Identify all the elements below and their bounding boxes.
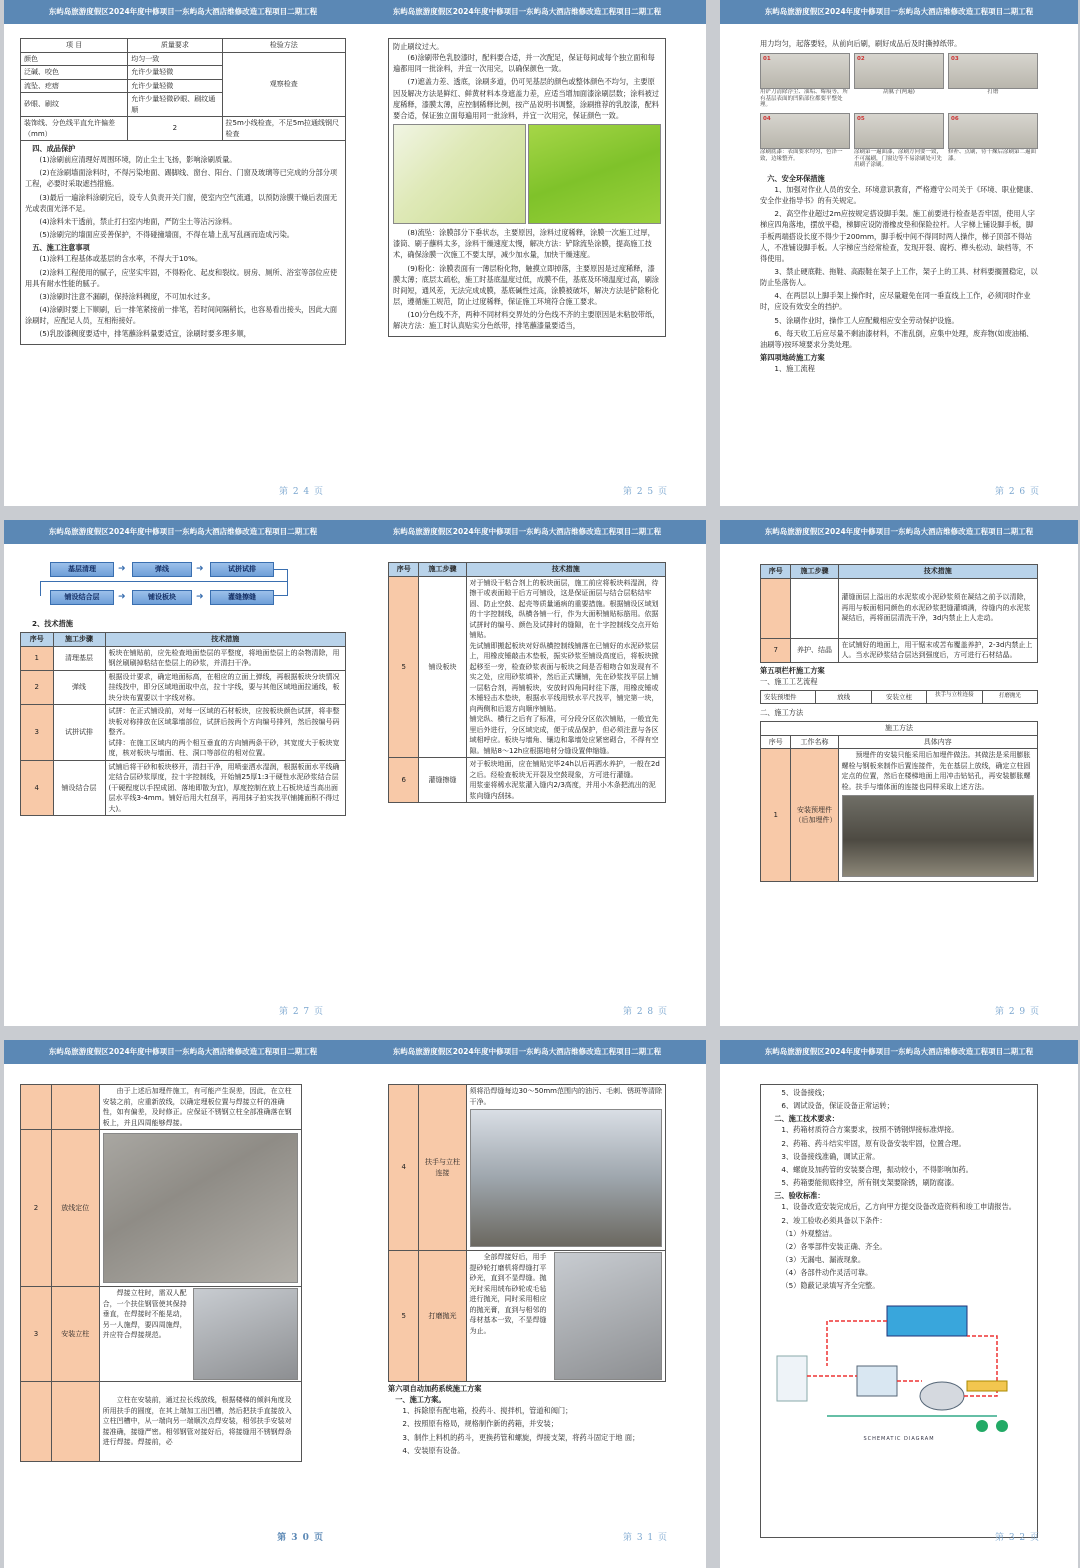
table-head: 施工方法 (761, 722, 1038, 736)
step-number: 05 (857, 115, 865, 122)
water-tank-icon (887, 1306, 967, 1336)
paragraph: (3)涂刷时注意不漏刷，保持涂料稠度，不可加水过多。 (39, 291, 215, 301)
paragraph: 1、设备改造安装完成后，乙方向甲方提交设备改造资料和竣工申请报告。 (781, 1202, 1016, 1212)
method-table (20, 1084, 302, 1462)
table-cell: 砂眼、刷纹 (21, 93, 128, 117)
quality-table (20, 38, 346, 141)
page-number: 第 2 9 页 (994, 1007, 1040, 1018)
table-cell: 弹线 (53, 670, 105, 705)
page-header: 东屿岛旅游度假区2024年度中修项目一东屿岛大酒店维修改造工程项目二期工程 (4, 0, 362, 24)
table-cell: 打磨抛光 (419, 1251, 466, 1382)
table-cell: 拉5m小线检查，不足5m拉通线钢尺检查 (222, 117, 346, 141)
section-heading: 三、验收标准： (774, 1191, 825, 1201)
page-number: 第 2 7 页 (278, 1007, 324, 1018)
paragraph: 1、药箱材质符合方案要求，按照不锈钢焊接标准焊接。 (781, 1125, 959, 1135)
table-head: 质量要求 (128, 39, 222, 53)
flow-connector (40, 581, 41, 596)
table-cell (21, 1085, 52, 1130)
page-25 (348, 0, 706, 506)
section-heading: 四、成品保护 (32, 144, 76, 153)
table-cell: 对于板块地面，应在铺贴完毕24h以后再洒水养护，一般在2d之后。经检查板块无开裂及空鼓现象，方可进行灌缝。 用浆壶将稀水泥浆灌入缝内2/3高度，并用小木条把流出的泥浆向缝内刮抹。 (466, 758, 665, 803)
paragraph: 3、禁止硬底鞋、拖鞋、高跟鞋在架子上工作，架子上的工具、材料要搁置稳定，以防止坠落伤人。 (760, 266, 1038, 288)
table-cell: 3 (21, 705, 54, 761)
section-heading: 一、施工工艺流程 (760, 676, 818, 686)
paragraph: (3)最后一遍涂料涂刷完后，设专人负责开关门窗，使室内空气流通，以预防涂膜干燥后表面无光或表面光泽不足。 (25, 192, 338, 213)
table-cell (51, 1085, 99, 1130)
tech-table (20, 632, 346, 816)
table-head: 具体内容 (838, 735, 1037, 749)
paragraph: 3、制作上料机的药斗，更换药管和螺旋，焊接支架，将药斗固定于地 面； (402, 1432, 640, 1442)
table-cell: 养护、结晶 (791, 638, 838, 662)
flow-step: 试拼试排 (210, 562, 274, 577)
table-cell: 2 (128, 117, 222, 141)
table-cell: 5 (389, 576, 419, 758)
step-caption: 用铲刀清除浮尘、油垢、霉痕等，所有基层表面的凹陷部位都要平整处理。 (760, 89, 849, 109)
page-header: 东屿岛旅游度假区2024年度中修项目一东屿岛大酒店维修改造工程项目二期工程 (720, 1040, 1078, 1064)
flow-step: 铺设板块 (132, 590, 192, 605)
step-number: 01 (763, 56, 771, 63)
table-cell: 试拼试排 (53, 705, 105, 761)
section-heading: 六、安全环保措施 (767, 173, 825, 183)
paragraph: (8)流坠：涂膜部分下垂状态，主要原因，涂料过度稀释，涂膜一次施工过厚，漆筒、刷子蘸料太多，涂料干燥速度太慢，解决方法：铲除流坠涂膜，提高施工技术，确保涂膜一次施工不要太厚，减少加水量，加快干燥速度。 (393, 228, 655, 260)
railing-photo (470, 1109, 662, 1247)
table-cell: 灌缝面层上溢出的水泥浆或小泥砂浆须在凝结之前予以清除，再用与板面相同颜色的水泥砂浆把缝灌填满，待缝内的水泥浆凝结后，再将面层清洗干净，3d内禁止上人走动。 (838, 578, 1037, 638)
section-heading: 一、施工方案。 (395, 1395, 446, 1405)
page-header: 东屿岛旅游度假区2024年度中修项目一东屿岛大酒店维修改造工程项目二期工程 (348, 0, 706, 24)
table-cell (51, 1382, 99, 1462)
table-cell (99, 1130, 301, 1287)
paragraph: 5、药箱要能彻底排空，所有钢支架要除锈，刷防腐漆。 (781, 1178, 959, 1188)
table-cell: 4 (21, 760, 54, 816)
table-cell: 安装预埋件（后加埋件） (791, 749, 838, 882)
tech-table (388, 562, 666, 803)
section-heading: 第四项地砖施工方案 (760, 353, 825, 363)
table-cell: 在试铺好的地面上，用干锯末或苫布覆盖养护，2-3d内禁止上人。当水泥砂浆结合层达到强度后，方可进行石材结晶。 (838, 638, 1037, 662)
flow-step: 安装预埋件 (761, 691, 816, 703)
table-cell (99, 1287, 301, 1382)
table-cell (21, 1382, 52, 1462)
label-tag-icon (967, 1381, 1007, 1391)
table-cell (99, 1382, 301, 1462)
pump-icon (976, 1420, 988, 1432)
paragraph: 4、安装原有设备。 (402, 1445, 465, 1455)
page-number: 第 2 5 页 (622, 487, 668, 498)
table-cell (791, 578, 838, 638)
table-cell: 扶手与立柱连接 (419, 1085, 466, 1251)
step-caption: 打磨 (987, 89, 999, 96)
table-cell: 2 (21, 1130, 52, 1287)
paragraph: 2、药箱、药斗结实牢固，原有设备安装牢固，位置合理。 (781, 1138, 966, 1148)
table-cell: 6 (389, 758, 419, 803)
table-cell: 允许少量轻微 (128, 66, 222, 80)
construction-photo (842, 795, 1034, 877)
table-cell: 根据设计要求，确定地面标高，在相应的立面上弹线，再根据板块分块情况挂线找中，即分区域地面取中点，拉十字线，要与其他区域地面拉通线，板块分块布置要以十字线对称。 (105, 670, 346, 705)
method-table (760, 721, 1038, 882)
table-cell: 5 (389, 1251, 419, 1382)
step-card (854, 113, 944, 169)
filter-tank-icon (920, 1382, 964, 1410)
table-cell: 安装立柱 (51, 1287, 99, 1382)
section-heading: 2、技术措施 (32, 619, 73, 628)
page-header: 东屿岛旅游度假区2024年度中修项目一东屿岛大酒店维修改造工程项目二期工程 (348, 520, 706, 544)
table-head: 施工步骤 (791, 565, 838, 579)
paragraph: (4)涂刷时要上下顺刷，后一排笔紧接前一排笔，若时间间隔稍长，也容易看出接头，因此大面涂刷时，应配足人员，互相衔接好。 (25, 305, 338, 326)
flow-step: 基层清理 (50, 562, 114, 577)
text-box (388, 38, 666, 337)
paragraph: 1、拆除原有配电箱，投药斗、搅拌机，管道和阀门； (402, 1406, 573, 1416)
table-cell: 4 (389, 1085, 419, 1251)
section-heading: 五、施工注意事项 (32, 243, 90, 253)
table-cell: 试拼：在正式铺设前，对每一区域的石材板块，应按板块颜色试拼，将非整块板对称排放在区域靠墙部位，试拼后按两个方向编号排列，然后按编号码整齐。 试排：在施工区域内的两个相互垂直的方向铺两条干砂，其宽度大于板块宽度，核对板块与墙面、柱、洞口等部位的相对位置。 (105, 705, 346, 761)
table-cell (466, 1251, 665, 1382)
paint-photos (393, 124, 661, 224)
paragraph: （3）无漏电、漏液现象。 (781, 1255, 866, 1265)
table-head: 项 目 (21, 39, 128, 53)
page-30 (4, 1040, 362, 1568)
step-card (948, 113, 1038, 169)
paragraph: 6、每天收工后应尽量不剩油漆材料，不准乱倒，应集中处理，废弃物(如废油桶、油刷等)按环境要求分类处理。 (760, 328, 1034, 349)
table-cell: 均匀一致 (128, 52, 222, 66)
flow-step: 铺设结合层 (50, 590, 114, 605)
table-head: 技术措施 (838, 565, 1037, 579)
arrow-right-icon: ➜ (118, 564, 126, 574)
tech-table (760, 564, 1038, 663)
page-26 (720, 0, 1078, 506)
paragraph: 2、按照原有格局，规格制作新的药箱，并安装； (402, 1419, 558, 1429)
paragraph: （4）各部件动作灵活可靠。 (781, 1268, 873, 1278)
paragraph: 5、涂刷作业时，操作工人应配戴相应安全劳动保护设施。 (774, 315, 959, 325)
text-box (20, 141, 346, 345)
paragraph: (5)乳胶漆稠度要适中，排笔蘸涂料量要适宜，涂刷时要多理多顺， (39, 329, 251, 339)
diagram-caption: SCHEMATIC DIAGRAM (863, 1435, 935, 1442)
step-card (948, 53, 1038, 109)
page-28 (348, 520, 706, 1026)
paragraph: 由于上述后加埋件施工，有可能产生误差，因此，在立柱安装之前，应重新放线，以确定埋板位置与焊接立杆的准确性，如有偏差，及时修正。应保证不锈钢立柱全部准确落在钢板上，并且四周能够焊接。 (102, 1087, 292, 1127)
table-cell: 1 (761, 749, 791, 882)
table-head: 工作名称 (791, 735, 838, 749)
paragraph: 4、在两层以上脚手架上操作时，应尽量避免在同一垂直线上工作，必须同时作业时，应设有效安全的挡护。 (760, 291, 1031, 312)
table-cell: 试铺后将干砂和板块移开，清扫干净，用喷壶洒水湿润，根据板面水平线确定结合层砂浆厚度，拉十字控制线，开始铺25厚1:3干硬性水泥砂浆结合层(干硬程度以手捏成团、落地即散为宜)，厚度控制在放上石板块适当高出面层水平线3-4mm。铺好后用大杠刮平，再用抹子拍实找平(铺摊面积不得过大)。 (105, 760, 346, 816)
step-card (760, 113, 850, 169)
page-32 (720, 1040, 1078, 1568)
step-number: 03 (951, 56, 959, 63)
paragraph: (1)涂料工程基体或基层的含水率，不得大于10%。 (39, 254, 203, 264)
table-cell: 放线定位 (51, 1130, 99, 1287)
flow-connector (274, 569, 288, 596)
table-cell: 清理基层 (53, 646, 105, 670)
paragraph: 用力均匀，起落要轻，从前向后刷，刷好成品后及时撕掉纸带。 (760, 39, 962, 48)
paragraph: 立柱在安装前，通过拉长线放线，根据楼梯的倾斜角度及所用扶手的圆度，在其上端加工出凹槽，然后把扶手直接放入立柱凹槽中，从一端向另一端顺次点焊安装，相邻扶手安装对接准确，接缝严密。相邻钢管对接好后，将接缝用不锈钢焊条进行焊接。焊接前，必 (102, 1396, 292, 1447)
flow-step: 弹线 (132, 562, 192, 577)
page-header: 东屿岛旅游度假区2024年度中修项目一东屿岛大酒店维修改造工程项目二期工程 (720, 0, 1078, 24)
pump-icon (996, 1420, 1008, 1432)
paragraph: (5)涂刷完的墙面应妥善保护，不得碰撞墙面，不得在墙上乱写乱画而造成污染。 (39, 230, 294, 240)
paragraph: 5、设备接线； (781, 1088, 830, 1097)
flow-step: 扶手与立柱连接 (927, 691, 982, 703)
page-24 (4, 0, 362, 506)
flow-step: 打磨抛光 (998, 692, 1021, 699)
text-box (760, 1084, 1038, 1538)
flow-step: 灌缝擦缝 (210, 590, 274, 605)
table-cell: 允许少量轻微 (128, 79, 222, 93)
table-head: 施工步骤 (53, 633, 105, 647)
table-cell (99, 1085, 301, 1130)
paragraph: 预埋件的安装只能采用后加埋件做法。其做法是采用膨胀螺栓与钢板来制作后置连接件，先在基层上放线，确定立柱固定点的位置，然后在楼梯地面上用冲击钻钻孔，再安装膨胀螺栓。扶手与墙体面的连接也同样采取上述方法。 (841, 751, 1031, 791)
paragraph: (4)涂料未干透前，禁止打扫室内地面，严防尘土等沾污涂料。 (39, 216, 237, 226)
polishing-photo (554, 1252, 662, 1380)
table-cell: 铺设板块 (419, 576, 466, 758)
table-cell: 1 (21, 646, 54, 670)
step-card (760, 53, 850, 109)
dosing-tank-icon (857, 1366, 897, 1396)
paragraph: 防止刷纹过大。 (393, 42, 444, 51)
table-head: 序号 (389, 563, 419, 577)
paragraph: (2)在涂刷墙面涂料时，不得污染地面、踢脚线、窗台、阳台、门窗及玻璃等已完成的分部分项工程，必要时采取遮挡措施。 (25, 168, 338, 189)
table-cell: 铺设结合层 (53, 760, 105, 816)
table-cell (761, 578, 791, 638)
page-number: 第 2 8 页 (622, 1007, 668, 1018)
paragraph: 6、调试设备，保证设备正常运转； (781, 1101, 894, 1111)
welding-photo (193, 1288, 298, 1380)
paragraph: （5）隐蔽记录填写齐全完整。 (781, 1281, 880, 1291)
table-cell (466, 1085, 665, 1251)
dosing-system-diagram (767, 1296, 1031, 1446)
page-31 (348, 1040, 706, 1568)
method-table (388, 1084, 666, 1382)
control-cabinet-icon (777, 1356, 807, 1401)
paint-roller-photo (393, 124, 526, 224)
table-head: 施工步骤 (419, 563, 466, 577)
paragraph: (6)涂刷带色乳胶漆时，配料要合适，并一次配足，保证每间或每个独立面和每遍都用同一批涂料，并宜一次用完，以确保颜色一致。 (393, 53, 655, 74)
page-header: 东屿岛旅游度假区2024年度中修项目一东屿岛大酒店维修改造工程项目二期工程 (720, 520, 1078, 544)
page-29 (720, 520, 1078, 1026)
page-header: 东屿岛旅游度假区2024年度中修项目一东屿岛大酒店维修改造工程项目二期工程 (4, 1040, 362, 1064)
step-number: 02 (857, 56, 865, 63)
paragraph: 焊接立柱时，需双人配合，一个扶住钢管使其保持垂直，在焊接时不能晃动，另一人施焊，要四周施焊，并应符合焊接规范。 (102, 1289, 187, 1339)
table-cell: 泛碱、咬色 (21, 66, 128, 80)
table-cell (838, 749, 1037, 882)
page-number: 第 2 6 页 (994, 487, 1040, 498)
paragraph: 1、加强对作业人员的安全、环境意识教育，严格遵守公司关于《环境、职业健康、安全作业指导书》的有关规定。 (760, 184, 1038, 206)
page-header: 东屿岛旅游度假区2024年度中修项目一东屿岛大酒店维修改造工程项目二期工程 (348, 1040, 706, 1064)
page-number: 第 2 4 页 (278, 487, 324, 498)
table-head: 技术措施 (105, 633, 346, 647)
section-heading: 第五项栏杆施工方案 (760, 665, 825, 675)
paragraph: (10)分色线不齐，两种不同材料交界处的分色线不齐的主要原因是未粘胶带纸，解决方法：施工时认真贴实分色纸带，排笔蘸漆量要适当， (393, 310, 660, 331)
step-number: 04 (763, 115, 771, 122)
table-head: 检验方法 (222, 39, 346, 53)
paragraph: 1、施工流程 (774, 364, 815, 374)
rail-flow (760, 690, 1038, 704)
page-27 (4, 520, 362, 1026)
flow-chart (20, 554, 346, 614)
step-caption: 涂刷第一遍面漆，涂刷方向要一致，不可漏刷，门窗边等不易涂刷处可先用刷子涂刷。 (854, 148, 943, 169)
floor-marking-photo (103, 1133, 298, 1283)
table-cell: 灌缝擦缝 (419, 758, 466, 803)
table-cell: 3 (21, 1287, 52, 1382)
paragraph: (1)涂刷前应清理好周围环境，防止尘土飞扬，影响涂刷质量。 (39, 155, 237, 165)
schematic-svg (767, 1296, 1023, 1446)
paragraph: 2、高空作业超过2m应按规定搭设脚手架。施工前要进行检查是否牢固，使用人字梯应四角落地，摆放平稳，梯脚应设防滑橡皮垫和保险拉杆。人字梯上铺设脚手板，脚手板两端搭设长度不得少于200mm，脚手板中间不得同时两人操作，梯子顶部不得站人，不准铺设脚手板。人字梯应当经常检查，发现开裂、腐朽、榫头松动、缺档等，不得使用。 (760, 209, 1035, 263)
flow-connector (40, 581, 288, 582)
section-heading: 第六项自动加药系统施工方案 (388, 1384, 482, 1393)
table-head: 序号 (761, 565, 791, 579)
paragraph: 2、竣工验收必须具备以下条件： (781, 1215, 887, 1225)
table-cell: 装饰线、分色线平直允许偏差（mm） (21, 117, 128, 141)
table-cell: 流坠、疙瘩 (21, 79, 128, 93)
section-heading: 二、施工技术要求： (774, 1114, 839, 1124)
table-cell: 对于铺设干粘合剂上的板块面层，施工前应将板块料湿润，待擦干或表面晾干后方可铺设，这是保证面层与结合层粘结牢固、防止空鼓、起壳等质量通病的重要措施。根据铺设区域划的十字控制线，纵横各铺一行，作为大面积铺贴标筋用。依据试拼时的编号、颜色及试排时的缝隙，在十字控制线交点开始铺贴。 先试铺即搬起板块对好纵横控制线铺落在已铺好的水泥砂浆层上，用橡皮锤敲击木垫板，振实砂浆至铺设高度后，将板块掀起移至一旁，检查砂浆表面与板块之间是否相吻合如发现有不实之处，应用砂浆填补，然后正式镶铺，先在砂浆找平层上铺一层粘合剂，再铺板块，安放时四角同时往下落，用橡皮锤或木锤轻击木垫块，根据水平线用铁水平尺找平，铺完第一块，向两侧和后退方向顺序铺贴。 铺完纵、横行之后有了标准，可分段分区依次铺贴，一般宜先里后外进行，分区域完成，便于成品保护，但必须注意与各区域相呼应。板块与墙角、镶边和靠墙处应紧密砌合，不得有空隙。铺贴8～12h应根据地材分缝设置伸缩缝。 (466, 576, 665, 758)
paragraph: （1）外观整洁。 (781, 1228, 837, 1238)
arrow-right-icon: ➜ (196, 564, 204, 574)
paint-roller-photo (528, 124, 661, 224)
step-number: 06 (951, 115, 959, 122)
table-cell: 颜色 (21, 52, 128, 66)
page-number: 第 3 2 页 (994, 1533, 1040, 1544)
step-caption: 刮腻子(两遍) (883, 89, 915, 96)
paragraph: (7)遮盖力差、透底，涂刷多道，仍可见基层的颜色或整体颜色不均匀，主要原因及解决方法是鲜红、鲜黄材料本身遮盖力差，应适当增加面漆涂刷层数；涂料被过度稀释，漆膜太薄，应控制稀释比例，按产品说明书调整，涂刷推荐的乳胶漆，配料要合适，保证独立面每遍用同一批涂料，并宜一次用完，保证颜色一致。 (393, 77, 659, 120)
flow-step: 放线 (816, 691, 871, 703)
table-cell: 观察检查 (222, 52, 346, 117)
table-head: 序号 (21, 633, 54, 647)
section-heading: 二、施工方法 (760, 707, 804, 717)
page-header: 东屿岛旅游度假区2024年度中修项目一东屿岛大酒店维修改造工程项目二期工程 (4, 520, 362, 544)
paragraph: 全部焊接好后，用手提砂轮打磨机将焊缝打平砂光，直到不显焊缝。抛光时采用绒布砂轮或毛毡进行抛光，同时采用相应的抛光膏，直到与相邻的母材基本一致，不显焊缝为止。 (469, 1253, 547, 1335)
step-caption: 涂刷底漆：表面要求均匀，色泽一致，边缘整齐。 (760, 148, 843, 162)
arrow-right-icon: ➜ (196, 592, 204, 602)
table-head: 序号 (761, 735, 791, 749)
paragraph: （2）各零部件安装正确、齐全。 (781, 1241, 887, 1251)
table-cell: 7 (761, 638, 791, 662)
paragraph: 4、螺旋及加药管的安装要合理，振动较小，不得影响加药。 (781, 1164, 973, 1174)
paragraph: 3、设备接线准确，调试正常。 (781, 1151, 880, 1161)
paragraph: (2)涂料工程使用的腻子，应坚实牢固，不得粉化、起皮和裂纹。厨房、厕所、浴室等部位应使用具有耐水性能的腻子。 (25, 267, 338, 288)
table-cell: 板块在铺贴前，应先检查地面垫层的平整度，将地面垫层上的杂物清除，用钢丝刷刷掉粘结在垫层上的砂浆，并清扫干净。 (105, 646, 346, 670)
painting-steps (760, 53, 1038, 169)
paragraph: 须将沿焊缝每边30～50mm范围内的油污、毛刺、锈斑等清除干净。 (469, 1087, 662, 1106)
step-caption: 修补、点刷，待干燥后涂刷第二遍面漆。 (948, 148, 1037, 162)
table-head: 技术措施 (466, 563, 665, 577)
step-card (854, 53, 944, 109)
page-number: 第 3 0 页 (277, 1533, 324, 1544)
page-number: 第 3 1 页 (622, 1533, 668, 1544)
paragraph: (9)粉化：涂膜表面有一薄层粉化物，触摸立即掉落，主要原因是过度稀释，漆膜太薄；底层太疏松，施工时基底温度过低，成膜不佳，基底及环境温度过高，刷涂时间短，通风差，无法完成成膜，基底碱性过高，涂膜被破坏，解决方法是铲除粉化层，遵循施工规范，防止过度稀释，保证施工环境符合施工要求。 (393, 263, 659, 307)
table-cell: 允许少量轻微砂眼、刷纹通顺 (128, 93, 222, 117)
flow-step: 安装立柱 (872, 691, 927, 703)
table-cell: 2 (21, 670, 54, 705)
arrow-right-icon: ➜ (118, 592, 126, 602)
